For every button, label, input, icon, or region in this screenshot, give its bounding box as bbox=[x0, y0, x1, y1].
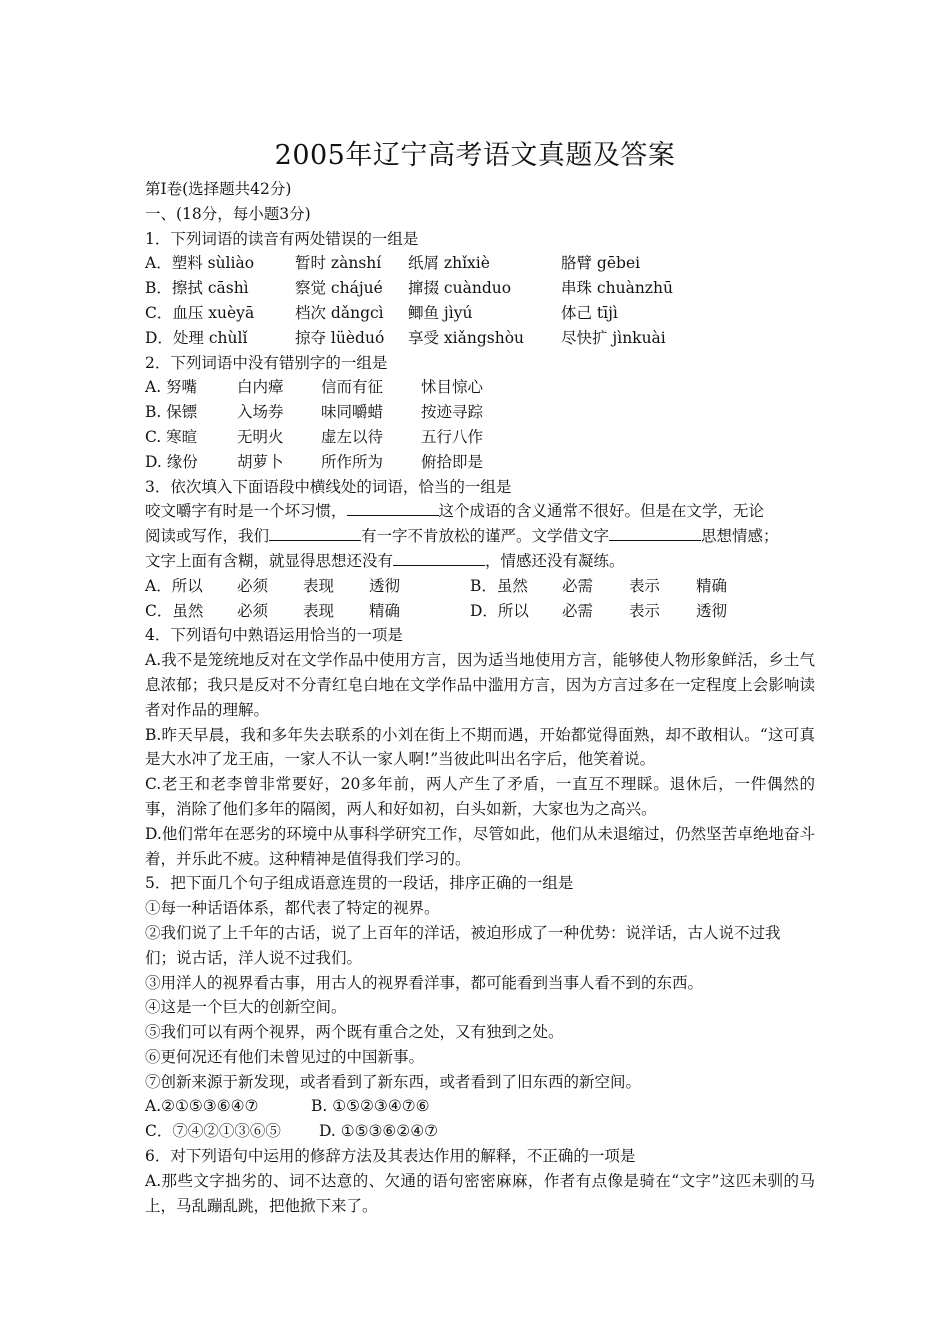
question-2-option-d bbox=[145, 450, 815, 475]
question-2-option-b bbox=[145, 400, 815, 425]
question-3-passage-line bbox=[145, 524, 815, 549]
option-item: 纸屑 zhǐxiè bbox=[408, 254, 490, 273]
option-item: 信而有征 bbox=[321, 378, 384, 397]
option-item: 胡萝卜 bbox=[237, 452, 284, 471]
fill-blank bbox=[347, 499, 439, 516]
question-3-passage-line bbox=[145, 549, 815, 574]
option-item: 表示 bbox=[629, 601, 661, 620]
option-item: 按迹寻踪 bbox=[421, 403, 484, 422]
question-1-option-d bbox=[145, 326, 815, 351]
option-item: 串珠 chuànzhū bbox=[561, 279, 673, 298]
document-body bbox=[145, 177, 815, 1218]
option-item: A．塑料 sùliào bbox=[145, 254, 255, 273]
sentence-2: ②我们说了上千年的古话，说了上百年的洋话，被迫形成了一种优势：说洋话，古人说不过我 bbox=[145, 923, 781, 942]
sentence-4: ④这是一个巨大的创新空间。 bbox=[145, 998, 347, 1017]
question-1-option-a bbox=[145, 251, 815, 276]
sentence-6: ⑥更何况还有他们未曾见过的中国新事。 bbox=[145, 1047, 425, 1066]
question-6-stem: 6．对下列语句中运用的修辞方法及其表达作用的解释，不正确的一项是 bbox=[145, 1147, 636, 1166]
option-item: 透彻 bbox=[696, 601, 728, 620]
document-title: 2005年辽宁高考语文真题及答案 bbox=[274, 140, 676, 171]
question-1-option-b bbox=[145, 276, 815, 301]
question-2-stem: 2．下列词语中没有错别字的一组是 bbox=[145, 353, 388, 372]
question-1-stem: 1．下列词语的读音有两处错误的一组是 bbox=[145, 229, 419, 248]
option-item: 必需 bbox=[562, 601, 594, 620]
sentence-7: ⑦创新来源于新发现，或者看到了新东西，或者看到了旧东西的新空间。 bbox=[145, 1072, 642, 1091]
option-item: 暂时 zànshí bbox=[295, 254, 382, 273]
option-item: 无明火 bbox=[237, 427, 284, 446]
option-item: 五行八作 bbox=[421, 427, 484, 446]
option-item: 表示 bbox=[629, 576, 661, 595]
option-item: 入场券 bbox=[237, 403, 284, 422]
option-item: C. 寒暄 bbox=[145, 427, 198, 446]
option-item: D. 缘份 bbox=[145, 452, 198, 471]
question-3-passage-line bbox=[145, 499, 815, 524]
option-item: 体己 tījì bbox=[561, 303, 618, 322]
passage-text: 文字上面有含糊，就显得思想还没有 bbox=[145, 551, 394, 570]
option-item: 透彻 bbox=[369, 576, 401, 595]
option-item: B．虽然 bbox=[470, 576, 528, 595]
option-item: 表现 bbox=[303, 576, 335, 595]
option-item: 鲫鱼 jìyú bbox=[408, 303, 473, 322]
option-item: 享受 xiǎngshòu bbox=[408, 328, 525, 347]
part-one-header: 一、(18分，每小题3分) bbox=[145, 204, 311, 223]
question-3-stem: 3．依次填入下面语段中横线处的词语，恰当的一组是 bbox=[145, 477, 512, 496]
question-3-options-row bbox=[145, 599, 815, 624]
fill-blank bbox=[609, 524, 701, 541]
option-item: 味同嚼蜡 bbox=[321, 403, 384, 422]
sentence-3: ③用洋人的视界看古事，用古人的视界看洋事，都可能看到当事人看不到的东西。 bbox=[145, 973, 704, 992]
sentence-1: ①每一种话语体系，都代表了特定的视界。 bbox=[145, 899, 440, 918]
option-item: B．擦拭 cāshì bbox=[145, 279, 249, 298]
option-item: D．所以 bbox=[470, 601, 529, 620]
option-item: 察觉 chájué bbox=[295, 279, 383, 298]
option-item: 白内瘴 bbox=[237, 378, 284, 397]
option-item: B. 保镖 bbox=[145, 403, 198, 422]
option-item: 掠夺 lüèduó bbox=[295, 328, 385, 347]
question-4-option-b: B.昨天早晨，我和多年失去联系的小刘在街上不期而遇，开始都觉得面熟，却不敢相认。“这可真是大水冲了龙王庙，一家人不认一家人啊!”当彼此叫出名字后，他笑着说。 bbox=[145, 725, 815, 769]
passage-text: 阅读或写作，我们 bbox=[145, 527, 270, 546]
option-item: 表现 bbox=[303, 601, 335, 620]
question-5-options-row bbox=[145, 1119, 815, 1144]
question-1-option-c bbox=[145, 301, 815, 326]
question-2-option-c bbox=[145, 425, 815, 450]
option-item: 怵目惊心 bbox=[421, 378, 484, 397]
fill-blank bbox=[393, 549, 485, 566]
option-item: 撺掇 cuànduo bbox=[408, 279, 512, 298]
option-item: A. 努嘴 bbox=[145, 378, 198, 397]
option-item: 虚左以待 bbox=[321, 427, 384, 446]
passage-text: 思想情感； bbox=[701, 527, 779, 546]
question-4-option-c: C.老王和老李曾非常要好，20多年前，两人产生了矛盾，一直互不理睬。退休后，一件偶然的事，消除了他们多年的隔阂，两人和好如初，白头如新，大家也为之高兴。 bbox=[145, 775, 815, 818]
option-item: 档次 dǎngcì bbox=[295, 303, 384, 322]
passage-text: 这个成语的含义通常不很好。但是在文学，无论 bbox=[438, 502, 765, 521]
option-item: 胳臂 gēbei bbox=[561, 254, 641, 273]
question-4-option-a: A.我不是笼统地反对在文学作品中使用方言，因为适当地使用方言，能够使人物形象鲜活，乡土气息浓郁；我只是反对不分青红皂白地在文学作品中滥用方言，因为方言过多在一定程度上会影响读者对作品的理解。 bbox=[145, 651, 815, 719]
option-item: D．处理 chùlǐ bbox=[145, 328, 248, 347]
option-item: 精确 bbox=[369, 601, 401, 620]
question-4-stem: 4．下列语句中熟语运用恰当的一项是 bbox=[145, 626, 403, 645]
section-header: 第Ⅰ卷(选择题共42分) bbox=[145, 180, 292, 198]
sentence-5: ⑤我们可以有两个视界，两个既有重合之处，又有独到之处。 bbox=[145, 1023, 564, 1042]
question-5-stem: 5．把下面几个句子组成语意连贯的一段话，排序正确的一组是 bbox=[145, 874, 574, 893]
option-item: 尽快扩 jìnkuài bbox=[561, 328, 666, 347]
option-item: A.②①⑤③⑥④⑦ bbox=[145, 1097, 259, 1116]
option-item: 俯拾即是 bbox=[421, 452, 484, 471]
option-item: C．虽然 bbox=[145, 601, 204, 620]
passage-text: 有一字不肯放松的谨严。文学借文字 bbox=[361, 527, 610, 546]
option-item: B. ①⑤②③④⑦⑥ bbox=[311, 1097, 430, 1116]
question-6-option-a: A.那些文字拙劣的、词不达意的、欠通的语句密密麻麻，作者有点像是骑在“文字”这匹未驯的马上，马乱蹦乱跳，把他掀下来了。 bbox=[145, 1171, 815, 1215]
passage-text: ，情感还没有凝练。 bbox=[485, 551, 625, 570]
question-5-options-row bbox=[145, 1094, 815, 1119]
question-4-option-d: D.他们常年在恶劣的环境中从事科学研究工作，尽管如此，他们从未退缩过，仍然坚苦卓绝地奋斗着，并乐此不疲。这种精神是值得我们学习的。 bbox=[145, 824, 815, 868]
option-item: C．血压 xuèyā bbox=[145, 303, 255, 322]
question-3-options-row bbox=[145, 574, 815, 599]
option-item: A．所以 bbox=[145, 576, 203, 595]
option-item: C．⑦④②①③⑥⑤ bbox=[145, 1122, 281, 1141]
option-item: 精确 bbox=[696, 576, 728, 595]
sentence-2-cont: 们；说古话，洋人说不过我们。 bbox=[145, 948, 363, 967]
fill-blank bbox=[269, 524, 361, 541]
passage-text: 咬文嚼字有时是一个坏习惯， bbox=[145, 502, 347, 521]
question-2-option-a bbox=[145, 375, 815, 400]
option-item: D. ①⑤③⑥②④⑦ bbox=[319, 1122, 438, 1141]
option-item: 必需 bbox=[562, 576, 594, 595]
option-item: 必须 bbox=[237, 601, 269, 620]
option-item: 必须 bbox=[237, 576, 269, 595]
option-item: 所作所为 bbox=[321, 452, 384, 471]
